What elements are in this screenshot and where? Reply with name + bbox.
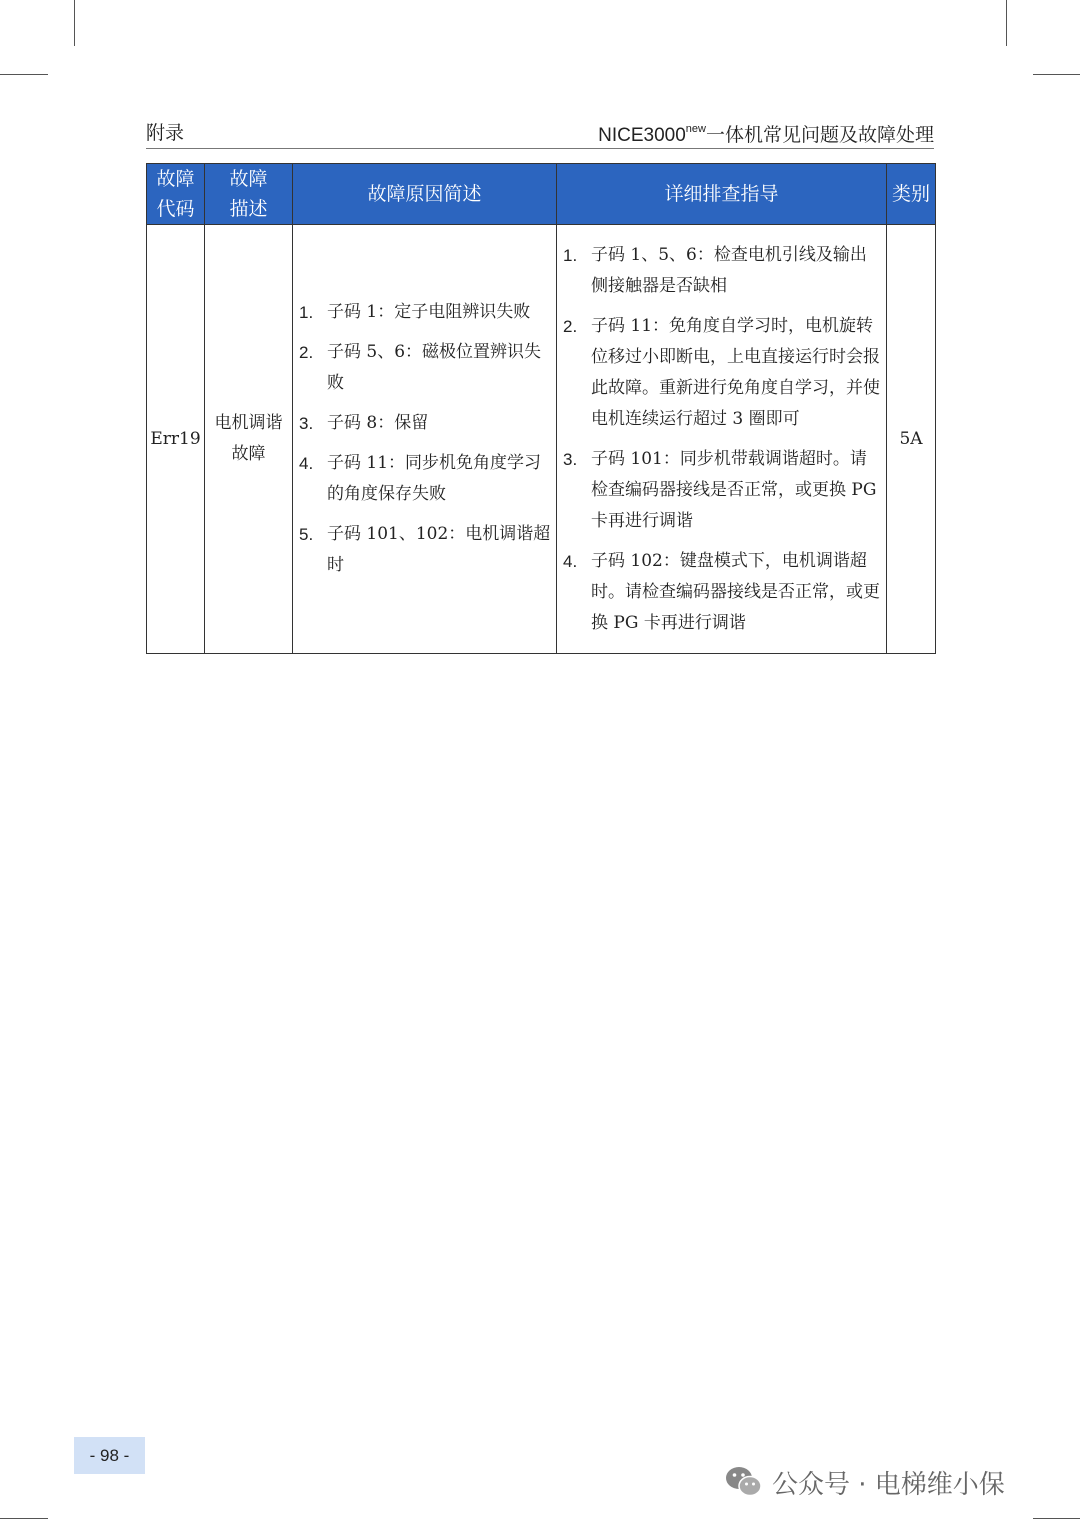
- list-number: 4.: [563, 551, 578, 571]
- list-item: [299, 297, 552, 328]
- list-item: [299, 519, 552, 581]
- guide-list: [557, 240, 886, 639]
- list-text: 子码 1：定子电阻辨识失败: [327, 302, 531, 322]
- page-number: - 98 -: [74, 1437, 145, 1474]
- header-fault-desc: [205, 164, 293, 225]
- document-title-sup: new: [685, 122, 706, 135]
- header-fault-desc-line2: 描述: [229, 198, 268, 220]
- header-fault-code-line1: 故障: [156, 168, 195, 190]
- list-item: [299, 408, 552, 439]
- list-item: [563, 444, 882, 537]
- crop-mark: [0, 1518, 48, 1519]
- list-number: 2.: [563, 316, 578, 336]
- section-title: 附录: [146, 122, 185, 144]
- document-title-prefix: NICE3000: [598, 125, 686, 146]
- fault-cause-cell: [293, 225, 557, 654]
- watermark-text: 公众号 · 电梯维小保: [772, 1469, 1005, 1500]
- table-row: [147, 225, 936, 654]
- list-number: 1.: [299, 303, 314, 322]
- fault-desc-line2: 故障: [231, 444, 266, 464]
- crop-mark: [1033, 1518, 1080, 1519]
- header-troubleshooting: 详细排查指导: [557, 164, 887, 225]
- list-item: [563, 311, 882, 435]
- list-number: 3.: [563, 449, 578, 469]
- list-number: 2.: [299, 343, 314, 362]
- document-title: [598, 120, 934, 147]
- fault-table: [146, 163, 936, 654]
- table-header-row: [147, 164, 936, 225]
- fault-code-cell: Err19: [147, 225, 205, 654]
- category-cell: 5A: [887, 225, 936, 654]
- list-text: 子码 101：同步机带载调谐超时。请检查编码器接线是否正常，或更换 PG 卡再进行调谐: [591, 448, 877, 531]
- wechat-icon: [724, 1464, 764, 1500]
- header-category: 类别: [887, 164, 936, 225]
- list-number: 3.: [299, 414, 314, 433]
- list-text: 子码 1、5、6：检查电机引线及输出侧接触器是否缺相: [591, 244, 867, 296]
- header-fault-desc-line1: 故障: [229, 168, 268, 190]
- list-number: 5.: [299, 525, 314, 544]
- list-text: 子码 11：同步机免角度学习的角度保存失败: [327, 453, 542, 504]
- list-number: 4.: [299, 454, 314, 473]
- list-text: 子码 101、102：电机调谐超时: [327, 524, 551, 575]
- cause-list: [293, 297, 556, 581]
- crop-mark: [0, 74, 48, 75]
- list-text: 子码 5、6：磁极位置辨识失败: [327, 342, 542, 393]
- watermark: [724, 1462, 1005, 1502]
- header-fault-code: [147, 164, 205, 225]
- crop-mark: [1033, 74, 1080, 75]
- list-item: [299, 337, 552, 399]
- crop-mark: [1006, 0, 1007, 46]
- document-title-suffix: 一体机常见问题及故障处理: [705, 125, 934, 146]
- list-text: 子码 102：键盘模式下，电机调谐超时。请检查编码器接线是否正常，或更换 PG 卡再进行调谐: [591, 550, 880, 633]
- list-item: [563, 240, 882, 302]
- list-item: [299, 448, 552, 510]
- list-text: 子码 8：保留: [327, 413, 429, 433]
- fault-desc-line1: 电机调谐: [214, 413, 283, 433]
- crop-mark: [74, 0, 75, 46]
- list-text: 子码 11：免角度自学习时，电机旋转位移过小即断电，上电直接运行时会报此故障。重新进行免角度自学习，并使电机连续运行超过 3 圈即可: [591, 315, 880, 429]
- list-item: [563, 546, 882, 639]
- page-header: [146, 114, 934, 149]
- header-fault-code-line2: 代码: [156, 198, 195, 220]
- header-fault-cause: 故障原因简述: [293, 164, 557, 225]
- fault-desc-cell: [205, 225, 293, 654]
- troubleshooting-cell: [557, 225, 887, 654]
- list-number: 1.: [563, 245, 578, 265]
